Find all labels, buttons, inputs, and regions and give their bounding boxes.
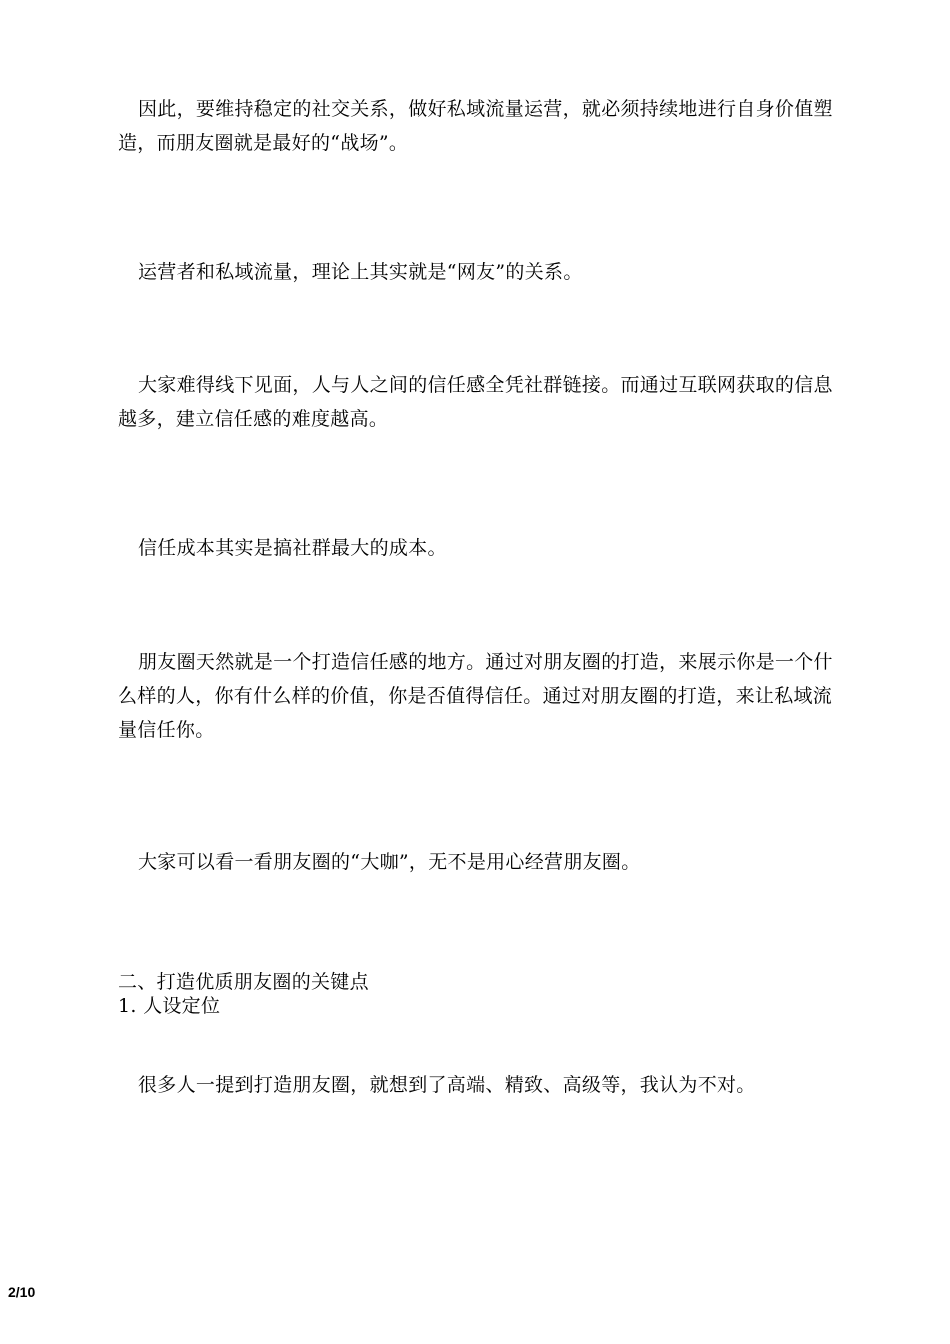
paragraph-1: 因此，要维持稳定的社交关系，做好私域流量运营，就必须持续地进行自身价值塑造，而朋友圈就是最好的“战场”。 [118, 98, 833, 154]
section-heading: 二、打造优质朋友圈的关键点 [118, 971, 369, 993]
paragraph-4: 信任成本其实是搞社群最大的成本。 [138, 537, 447, 559]
paragraph-6: 大家可以看一看朋友圈的“大咖”，无不是用心经营朋友圈。 [138, 851, 641, 873]
subsection-heading: 1. 人设定位 [118, 995, 221, 1017]
paragraph-3: 大家难得线下见面，人与人之间的信任感全凭社群链接。而通过互联网获取的信息越多，建立信任感的难度越高。 [118, 374, 833, 430]
paragraph-2: 运营者和私域流量，理论上其实就是“网友”的关系。 [138, 261, 583, 283]
page-number: 2/10 [8, 1284, 36, 1300]
paragraph-7: 很多人一提到打造朋友圈，就想到了高端、精致、高级等，我认为不对。 [138, 1074, 756, 1096]
paragraph-5: 朋友圈天然就是一个打造信任感的地方。通过对朋友圈的打造，来展示你是一个什么样的人，你有什么样的价值，你是否值得信任。通过对朋友圈的打造，来让私域流量信任你。 [118, 651, 833, 741]
